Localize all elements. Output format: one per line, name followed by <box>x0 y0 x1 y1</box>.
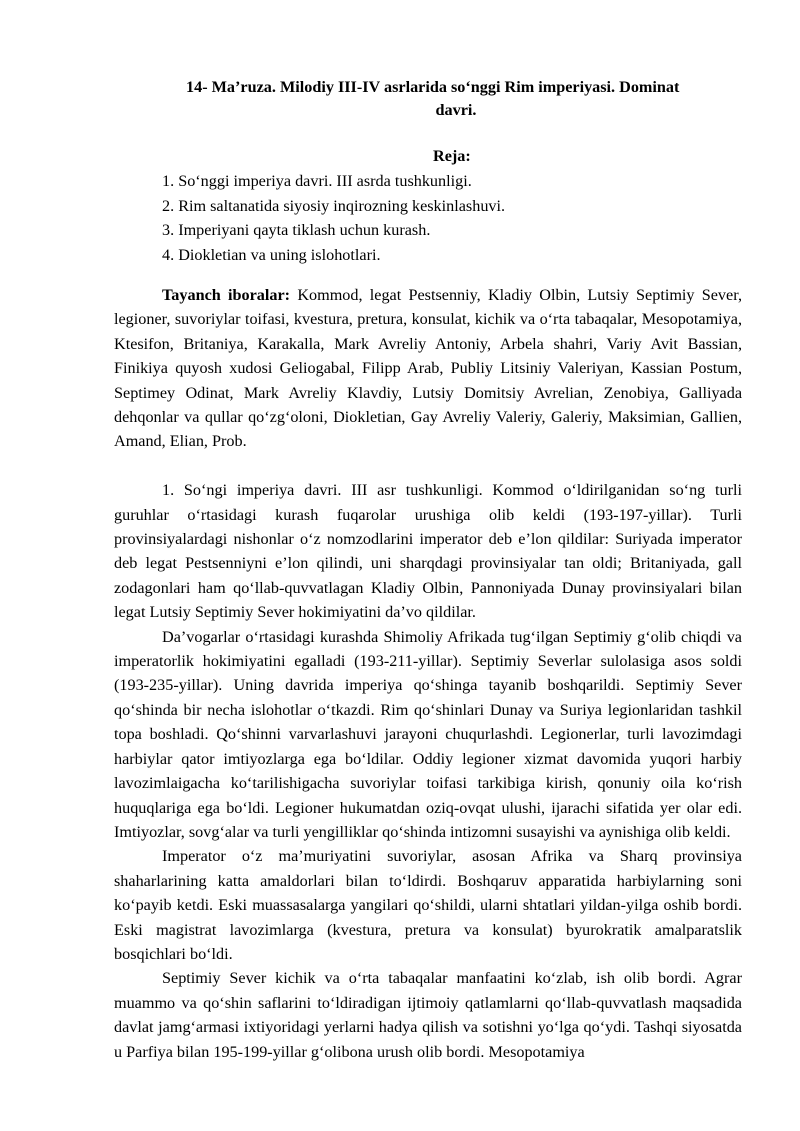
lecture-title-line-1: 14- Ma’ruza. Milodiy III-IV asrlarida so‘nggi Rim imperiyasi. Dominat <box>186 78 680 96</box>
plan-item: 2. Rim saltanatida siyosiy inqirozning keskinlashuvi. <box>162 196 506 215</box>
plan-item: 3. Imperiyani qayta tiklash uchun kurash. <box>162 221 431 239</box>
plan-item: 1. So‘nggi imperiya davri. III asrda tushkunligi. <box>162 172 472 190</box>
keywords-paragraph <box>114 283 742 454</box>
body-paragraph: Imperator o‘z ma’muriyatini suvoriylar, asosan Afrika va Sharq provinsiya shaharlarining katta amaldorlari bilan to‘ldirdi. Boshqaruv apparatida harbiylarning soni ko‘payib ketdi. Eski muassasalarga yangilari qo‘shildi, ularni shtatlari yildan-yilga oshib bordi. Eski magistrat lavozimlarga (kvestura, pretura va konsulat) byurokratik amalparatslik bosqichlari bo‘ldi. <box>114 847 742 963</box>
lecture-title-line-2: davri. <box>435 101 477 119</box>
body-paragraph: Da’vogarlar o‘rtasidagi kurashda Shimoliy Afrikada tug‘ilgan Septimiy g‘olib chiqdi va imperatorlik hokimiyatini egalladi (193-211-yillar). Septimiy Severlar sulolasiga asos soldi (193-235-yillar). Uning davrida imperiya qo‘shinga tayanib boshqarildi. Septimiy Sever qo‘shinda bir necha islohotlar o‘tkazdi. Rim qo‘shinlari Dunay va Suriya legionlaridan tashkil topa boshladi. Qo‘shinni varvarlashuvi jarayoni chuqurlashdi. Legionerlar, turli lavozimdagi harbiylar qator imtiyozlarga ega bo‘ldilar. Oddiy legioner xizmat davomida yuqori harbiy lavozimlaigacha ko‘tarilishigacha suvoriylar toifasi tarkibiga kirish, qonuniy oila ko‘rish huquqlariga ega bo‘ldi. Legioner hukumatdan oziq-ovqat ulushi, ijarachi sifatida yer olar edi. Imtiyozlar, sovg‘alar va turli yengilliklar qo‘shinda intizomni susayishi va aynishiga olib keldi. <box>114 627 742 841</box>
body-paragraph: Septimiy Sever kichik va o‘rta tabaqalar manfaatini ko‘zlab, ish olib bordi. Agrar muammo va qo‘shin saflarini to‘ldiradigan ijtimoiy qatlamlarni qo‘llab-quvvatlash maqsadida davlat jamg‘armasi ixtiyoridagi yerlarni hadya qilish va sotishni yo‘lga qo‘ydi. Tashqi siyosatda u Parfiya bilan 195-199-yillar g‘olibona urush olib bordi. Mesopotamiya <box>114 969 742 1061</box>
keywords-label: Tayanch iboralar: <box>162 286 291 304</box>
lecture-title <box>186 76 726 122</box>
body-text <box>114 283 742 1064</box>
plan-item: 4. Diokletian va uning islohotlari. <box>162 245 381 264</box>
plan-list <box>162 169 505 267</box>
body-paragraph: 1. So‘ngi imperiya davri. III asr tushkunligi. Kommod o‘ldirilganidan so‘ng turli guruhlar o‘rtasidagi kurash fuqarolar urushiga olib keldi (193-197-yillar). Turli provinsiyalardagi nishonlar o‘z nomzodlarini imperator deb e’lon qildilar: Suriyada imperator deb legat Pestsenniyni e’lon qilindi, uni sharqdagi provinsiyalar tan oldi; Britaniyada, gall zodagonlari ham qo‘llab-quvvatlagan Kladiy Olbin, Pannoniyada Dunay provinsiyalari bilan legat Lutsiy Septimiy Sever hokimiyatini da’vo qildilar. <box>114 481 742 622</box>
keywords-text: Kommod, legat Pestsenniy, Kladiy Olbin, Lutsiy Septimiy Sever, legioner, suvoriylar toifasi, kvestura, pretura, konsulat, kichik va o‘rta tabaqalar, Mesopotamiya, Ktesifon, Britaniya, Karakalla, Mark Avreliy Antoniy, Arbela shahri, Variy Avit Bassian, Finikiya quyosh xudosi Geliogabal, Filipp Arab, Publiy Litsiniy Valeriyan, Kassian Postum, Septimey Odinat, Mark Avreliy Klavdiy, Lutsiy Domitsiy Avrelian, Zenobiya, Galliyada dehqonlar va qullar qo‘zg‘oloni, Diokletian, Gay Avreliy Valeriy, Galeriy, Maksimian, Gallien, Amand, Elian, Prob. <box>114 286 742 451</box>
plan-heading: Reja: <box>433 147 471 165</box>
